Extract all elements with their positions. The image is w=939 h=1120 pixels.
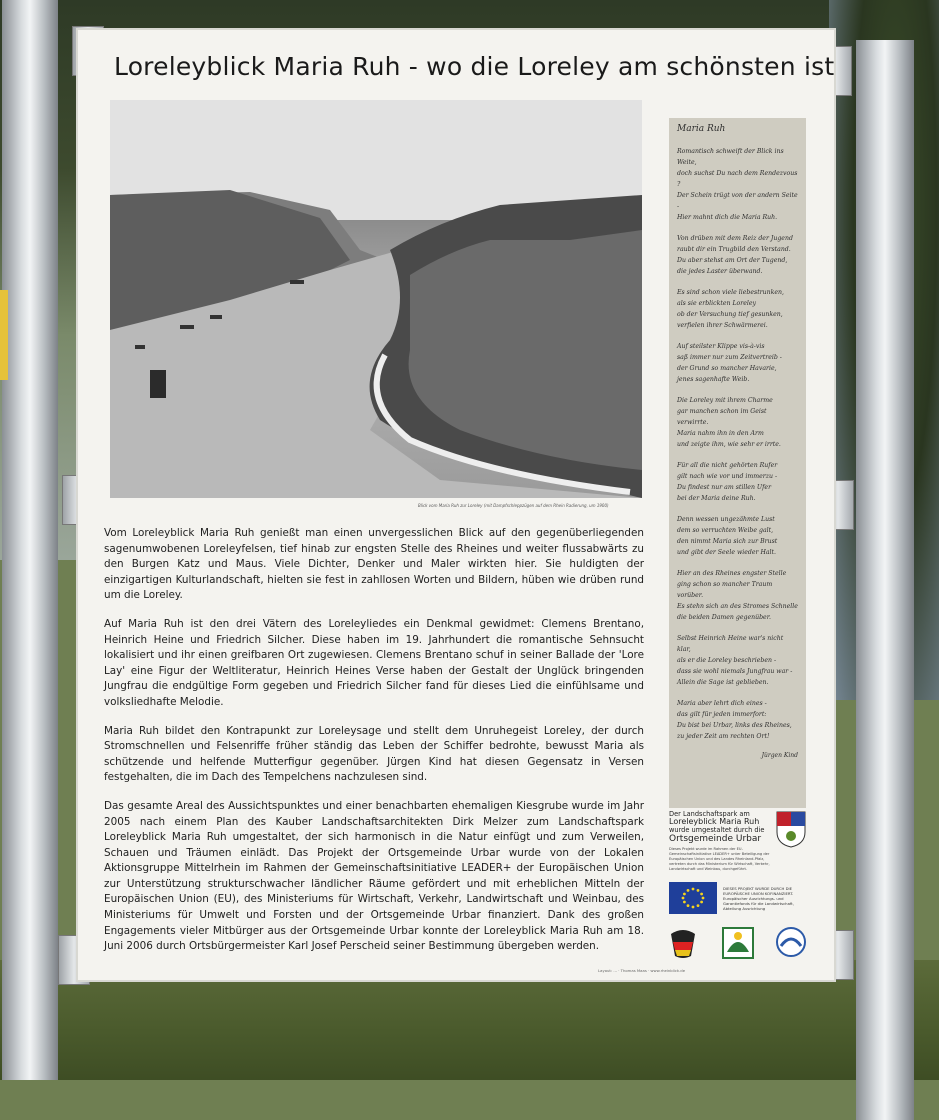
sponsor-line: Der Landschaftspark am: [669, 810, 750, 818]
poem-stanza: Die Loreley mit ihrem Charme gar manchen schon im Geist verwirrte. Maria nahm ihn in den Arm und zeigte ihm, wie sehr er irrte.: [677, 397, 781, 448]
sponsor-block: [669, 810, 809, 970]
sponsor-fineprint: Dieses Projekt wurde im Rahmen der EU-Gemeinschaftsinitiative LEADER+ unter Beteiligung der Europäischen Union und des Landes Rheinland-Pfalz, vertreten durch das Ministerium für Wirtschaft, Verkehr, Landwirtschaft und Weinbau, durchgeführt.: [669, 847, 770, 871]
poem-stanza: Es sind schon viele liebestrunken, als sie erblickten Loreley ob der Versuchung tief gesunken, verfielen ihrer Schwärmerei.: [677, 289, 784, 329]
sign-post-left: [2, 0, 58, 1080]
poem-stanza: Hier an des Rheines engster Stelle ging schon so mancher Traum vorüber. Es stehn sich an des Stromes Schnelle die beiden Damen gegenüber.: [677, 570, 798, 621]
eu-funding-text: DIESES PROJEKT WURDE DURCH DIE EUROPÄISCHE UNION KOFINANZIERT. Europäischer Ausrichtungs- und Garantiefonds für die Landwirtschaft, Abteilung Ausrichtung: [723, 886, 794, 911]
poem-stanza: Denn wessen ungezähmte Lust dem so verruchten Weibe galt, den nimmt Maria sich zur Brust und gibt der Seele wieder Halt.: [677, 516, 778, 556]
region-logo-icon: [777, 928, 805, 956]
eu-flag-icon: [669, 882, 717, 914]
poem-stanza: Für all die nicht gehörten Rufer gilt nach wie vor und immerzu - Du findest nur am stillen Ufer bei der Maria deine Ruh.: [677, 462, 778, 502]
info-sign: [78, 30, 834, 980]
sign-post-right: [856, 40, 914, 1120]
poem-stanza: Romantisch schweift der Blick ins Weite, doch suchst Du nach dem Rendezvous ? Der Schein trügt von der andern Seite - Hier mahnt dich die Maria Ruh.: [677, 148, 798, 221]
leader-logo-icon: [723, 928, 753, 958]
poem-panel: [669, 118, 806, 808]
paragraph-contrast: Maria Ruh bildet den Kontrapunkt zur Loreleysage und stellt dem Unruhegeist Loreley, der durch Stromschnellen und Felsenriffe früher ständig das Leben der Schiffer bedrohte, bewusst Maria als schützende und helfende Mutterfigur gegenüber. Jürgen Kind hat diesen Gegensatz in Versen festgehalten, die im Dach des Tempelchens nachzulesen sind.: [104, 724, 644, 784]
sponsor-municipality: Ortsgemeinde Urbar: [669, 834, 762, 844]
poem-stanza: Auf steilster Klippe vis-à-vis saß immer nur zum Zeitvertreib - der Grund so mancher Havarie, jenes sagenhafte Weib.: [677, 343, 782, 383]
sponsor-logos: [669, 922, 809, 962]
rheinland-pfalz-logo-icon: [671, 930, 695, 958]
poem-stanza: Maria aber lehrt dich eines - das gilt für jeden immerfort: Du bist bei Urbar, links des Rheines, zu jeder Zeit am rechten Ort!: [677, 700, 792, 740]
sign-title: Loreleyblick Maria Ruh - wo die Loreley am schönsten ist: [114, 52, 835, 81]
paragraph-intro: Vom Loreleyblick Maria Ruh genießt man einen unvergesslichen Blick auf den gegenüberliegenden sagenumwobenen Loreleyfelsen, tief hinab zur engsten Stelle des Rheines und weiter flussabwärts zu den Burgen Katz und Maus. Viele Dichter, Denker und Maler wirkten hier. Sie huldigten der einzigartigen Kulturlandschaft, hielten sie fest in zahllosen Worten und Bildern, hüben wie drüben rund um die Loreley.: [104, 527, 644, 602]
sponsor-line: Loreleyblick Maria Ruh: [669, 817, 760, 826]
photo-caption: Blick vom Maria Ruh zur Loreley (mit Dampfschleppzügen auf dem Rhein Radierung, um 1900): [418, 503, 609, 508]
urbar-coat-of-arms-icon: [775, 810, 807, 848]
paragraph-fathers: Auf Maria Ruh ist den drei Vätern des Loreleyliedes ein Denkmal gewidmet: Clemens Brentano, Heinrich Heine und Friedrich Silcher. Diese haben im 19. Jahrhundert die romantische Sehnsucht lokalisiert und ihr einen greifbaren Ort zugewiesen. Clemens Brentano schuf in seiner Ballade der 'Lore Lay' eine Figur der Weltliteratur, Heinrich Heines Verse haben der Gestalt der Unglück bringenden Jungfrau die endgültige Form gegeben und Friedrich Silcher fand für dieses Lied die einfühlsame und volksliedhafte Melodie.: [104, 617, 644, 708]
poem-stanza: Selbst Heinrich Heine war's nicht klar, als er die Loreley beschrieben - dass sie wohl niemals Jungfrau war - Allein die Sage ist geblieben.: [677, 635, 793, 686]
layout-credit: Layout: ... · Thomas Maas · www.rheinblick.de: [598, 968, 686, 973]
post-marker: [0, 290, 8, 380]
poem-stanza: Von drüben mit dem Reiz der Jugend raubt dir ein Trugbild den Verstand. Du aber stehst am Ort der Tugend, die jedes Laster überwand.: [677, 235, 793, 275]
poem-title: Maria Ruh: [677, 124, 726, 134]
poem-signature: Jürgen Kind: [761, 752, 798, 759]
paragraph-history: Das gesamte Areal des Aussichtspunktes und einer benachbarten ehemaligen Kiesgrube wurde im Jahr 2005 nach einem Plan des Kauber Landschaftsarchitekten Dirk Melzer zum Landschaftspark Loreleyblick Maria Ruh umgestaltet, der sich harmonisch in die Natur einfügt und zum Verweilen, Schauen und Träumen einlädt. Das Projekt der Ortsgemeinde Urbar wurde von der Lokalen Aktionsgruppe Mittelrhein im Rahmen der Gemeinschaftsinitiative LEADER+ der Europäischen Union zur Unterstützung strukturschwacher ländlicher Räume gefördert und mit erheblichen Mitteln der Europäischen Union (EU), des Ministeriums für Wirtschaft, Verkehr, Landwirtschaft und Weinbau, des Ministeriums für Umwelt und Forsten und der Ortsgemeinde Urbar finanziert. Dank des großen Engagements vieler Mitbürger aus der Ortsgemeinde Urbar konnte der Loreleyblick Maria Ruh am 18. Juni 2006 durch Ortsbürgermeister Karl Josef Perscheid seiner Bestimmung übergeben werden.: [104, 799, 644, 953]
historic-photo: [110, 100, 642, 498]
rhine-valley-illustration: [110, 100, 642, 498]
sponsor-line: wurde umgestaltet durch die: [669, 826, 765, 834]
body-text: [104, 526, 644, 968]
